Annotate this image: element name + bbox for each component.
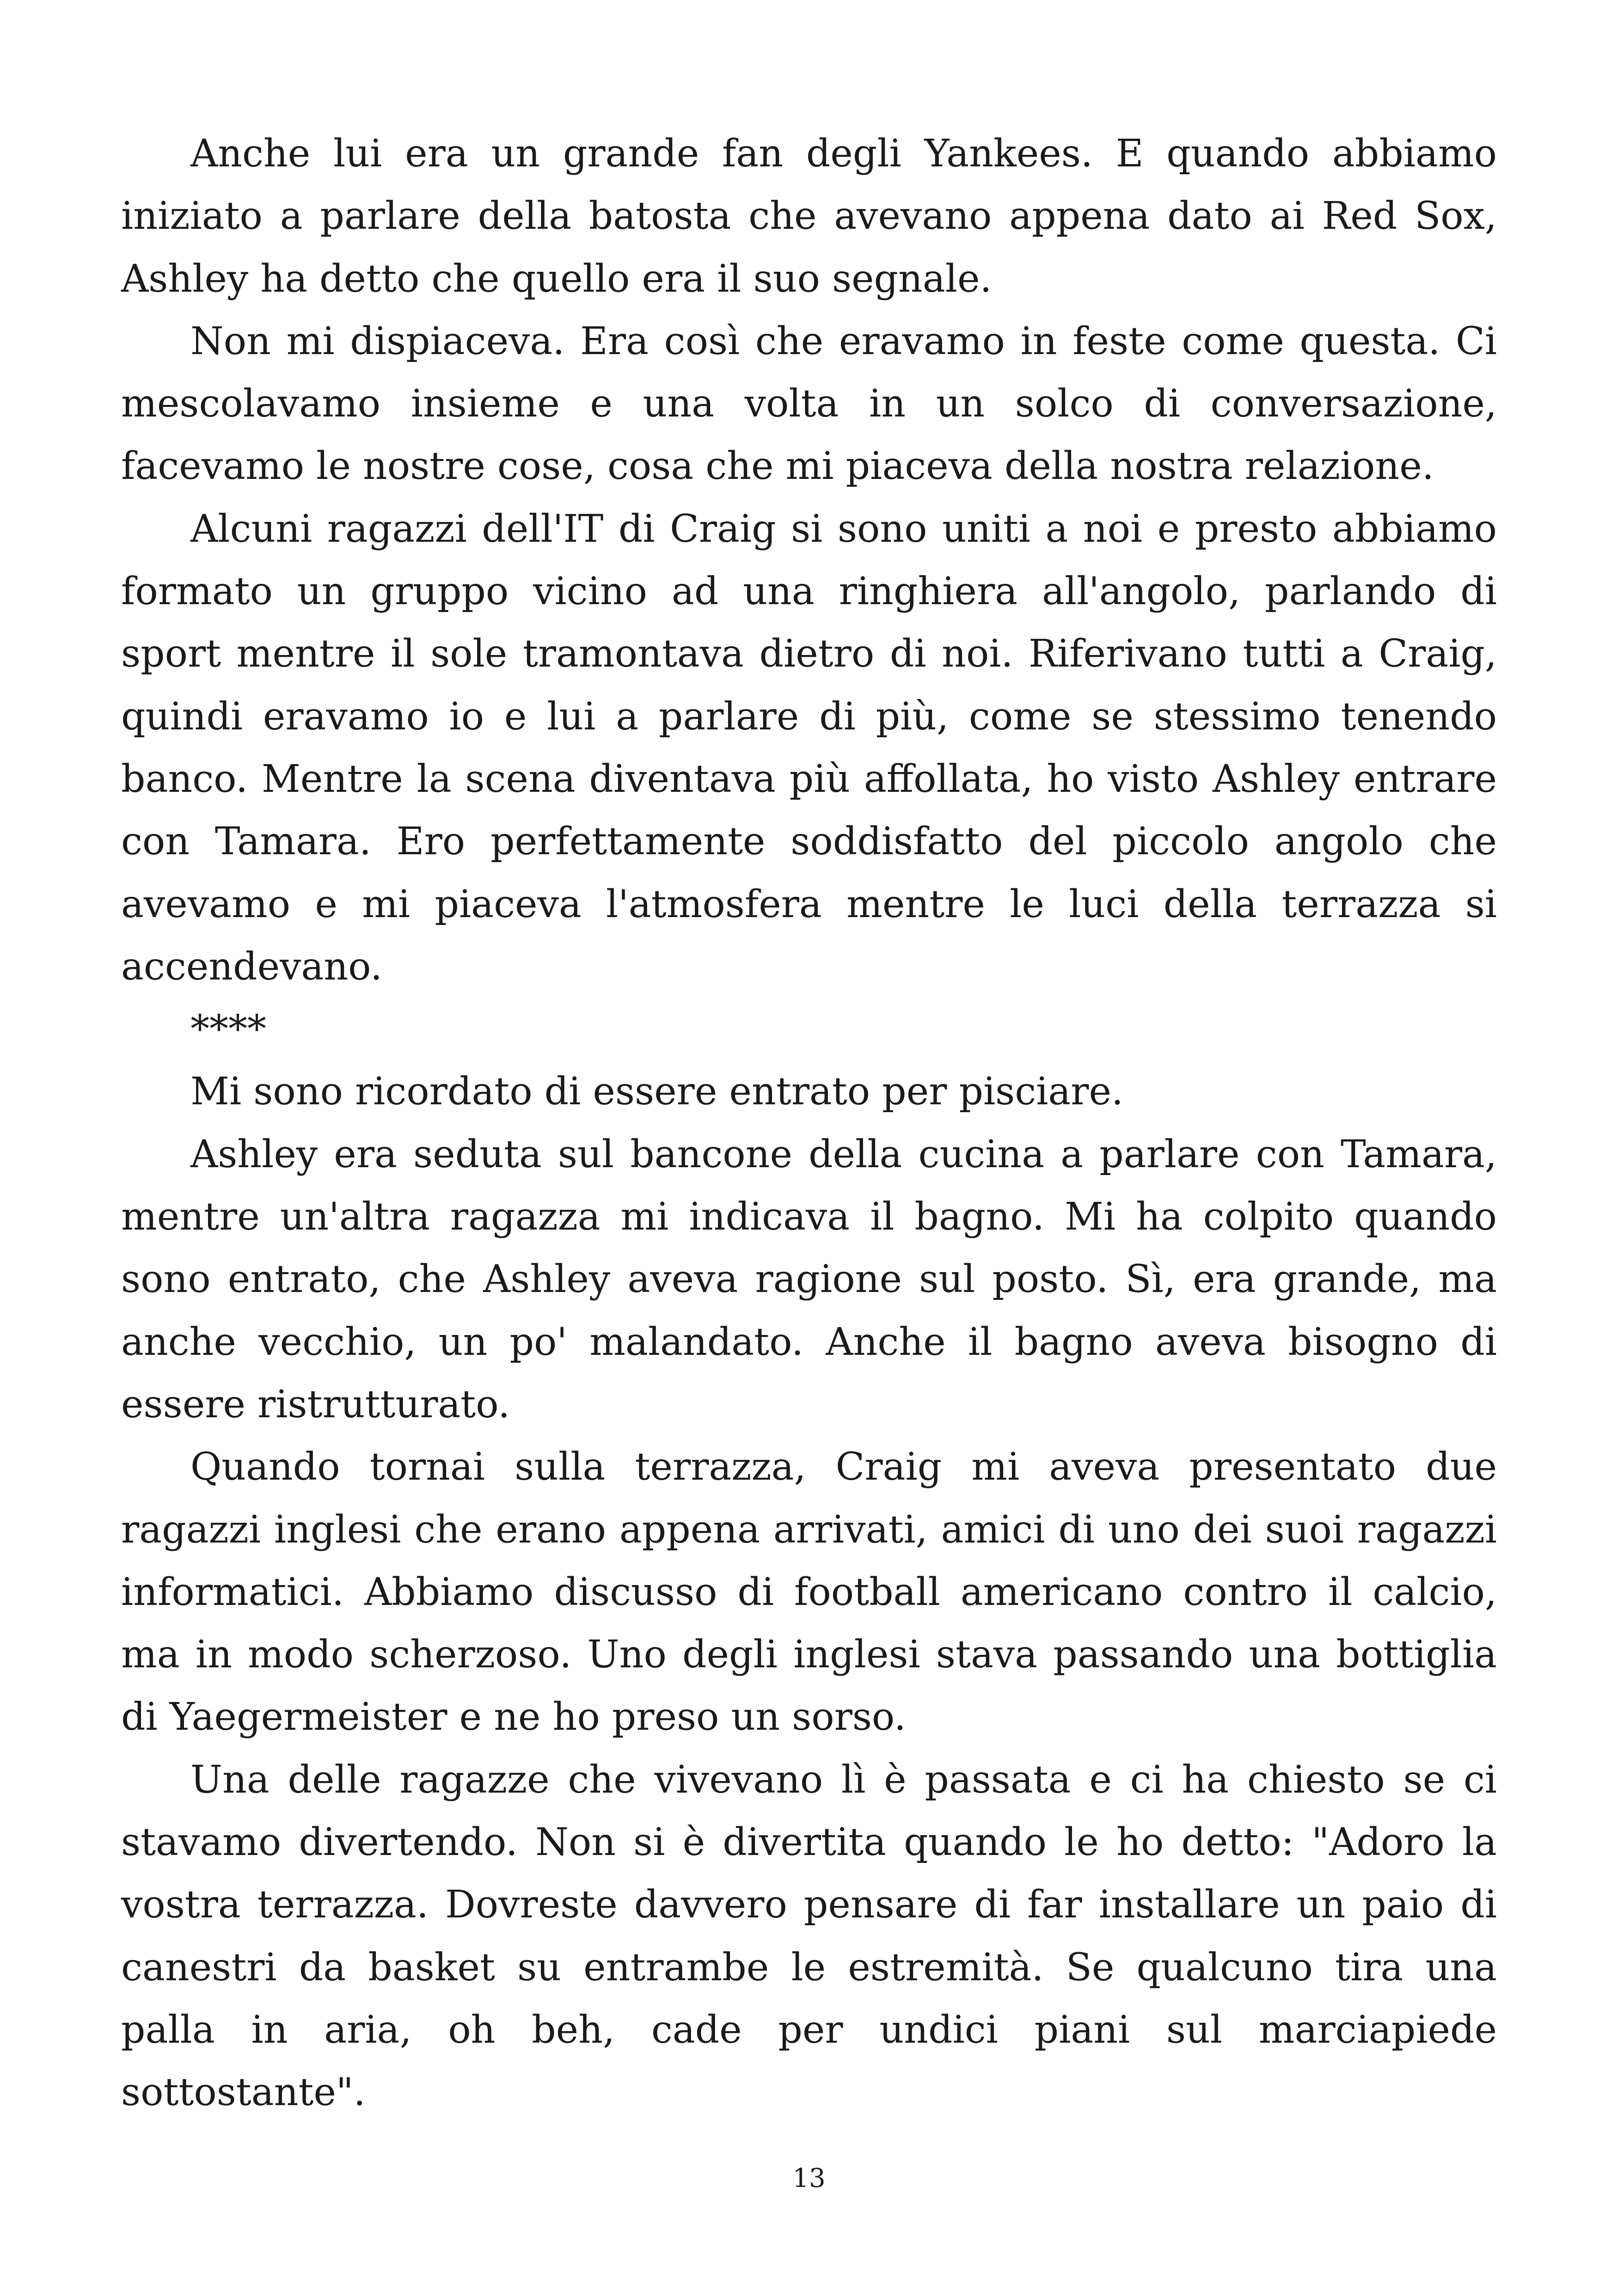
paragraph: Mi sono ricordato di essere entrato per pisciare.	[190, 1070, 1124, 1114]
body-text	[121, 122, 1497, 2124]
paragraph: Alcuni ragazzi dell'IT di Craig si sono uniti a noi e presto abbiamo formato un gruppo vicino ad una ringhiera all'angolo, parlando di sport mentre il sole tramontava dietro di noi. Riferivano tutti a Craig, quindi eravamo io e lui a parlare di più, come se stessimo tenendo banco. Mentre la scena diventava più affollata, ho visto Ashley entrare con Tamara. Ero perfettamente soddisfatto del piccolo angolo che avevamo e mi piaceva l'atmosfera mentre le luci della terrazza si accendevano.	[121, 507, 1497, 989]
page-number: 13	[792, 2163, 826, 2193]
paragraph: Una delle ragazze che vivevano lì è passata e ci ha chiesto se ci stavamo divertendo. Non si è divertita quando le ho detto: "Adoro la vostra terrazza. Dovreste davvero pensare di far installare un paio di canestri da basket su entrambe le estremità. Se qualcuno tira una palla in aria, oh beh, cade per undici piani sul marciapiede sottostante".	[121, 1757, 1497, 2115]
paragraph: Non mi dispiaceva. Era così che eravamo in feste come questa. Ci mescolavamo insieme e una volta in un solco di conversazione, facevamo le nostre cose, cosa che mi piaceva della nostra relazione.	[121, 319, 1497, 489]
paragraph: Ashley era seduta sul bancone della cucina a parlare con Tamara, mentre un'altra ragazza mi indicava il bagno. Mi ha colpito quando sono entrato, che Ashley aveva ragione sul posto. Sì, era grande, ma anche vecchio, un po' malandato. Anche il bagno aveva bisogno di essere ristrutturato.	[121, 1132, 1497, 1427]
paragraph: Quando tornai sulla terrazza, Craig mi aveva presentato due ragazzi inglesi che erano appena arrivati, amici di uno dei suoi ragazzi informatici. Abbiamo discusso di football americano contro il calcio, ma in modo scherzoso. Uno degli inglesi stava passando una bottiglia di Yaegermeister e ne ho preso un sorso.	[121, 1445, 1497, 1739]
section-break: ****	[190, 1007, 266, 1052]
paragraph: Anche lui era un grande fan degli Yankees. E quando abbiamo iniziato a parlare della batosta che avevano appena dato ai Red Sox, Ashley ha detto che quello era il suo segnale.	[121, 132, 1497, 301]
